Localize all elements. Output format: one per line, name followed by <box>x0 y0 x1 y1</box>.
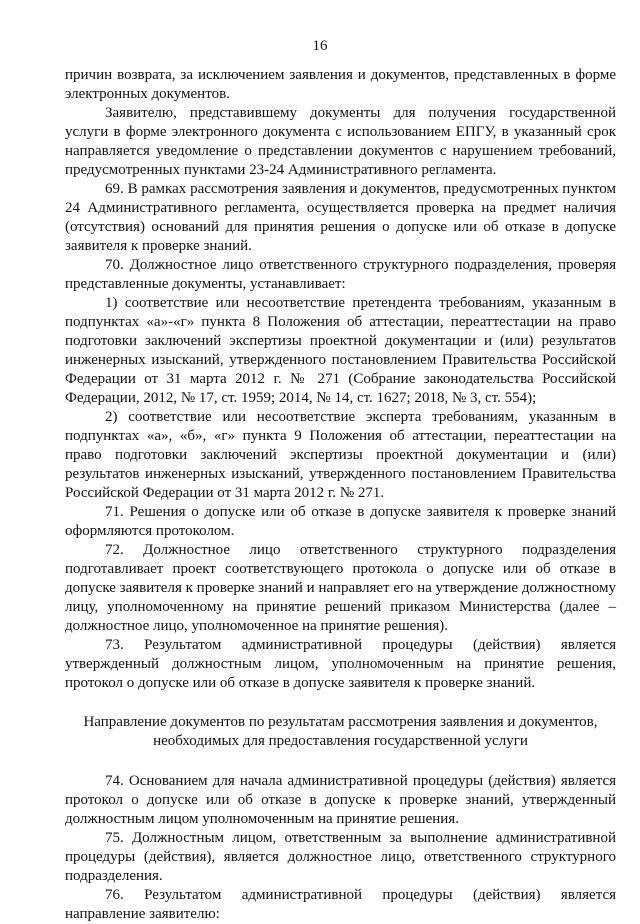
document-body <box>65 66 616 924</box>
page-number: 16 <box>312 38 328 54</box>
paragraph: причин возврата, за исключением заявления и документов, представленных в форме электронных документов. <box>65 67 616 102</box>
paragraphs-before-heading <box>65 66 616 693</box>
paragraph: 1) соответствие или несоответствие претендента требованиям, указанным в подпунктах «а»-«г» пункта 8 Положения об аттестации, переаттестации на право подготовки заключений экспертизы проектной документации и (или) результатов инженерных изысканий, утвержденного постановлением Правительства Российской Федерации от 31 марта 2012 г. № 271 (Собрание законодательства Российской Федерации, 2012, № 17, ст. 1959; 2014, № 14, ст. 1627; 2018, № 3, ст. 554); <box>65 295 616 406</box>
paragraph: 76. Результатом административной процедуры (действия) является направление заявителю: <box>65 887 616 922</box>
paragraphs-after-heading <box>65 772 616 924</box>
paragraph: 73. Результатом административной процедуры (действия) является утвержденный должностным лицом, уполномоченным на принятие решения, протокол о допуске или об отказе в допуске заявителя к проверке знаний. <box>65 637 616 691</box>
paragraph: 74. Основанием для начала административной процедуры (действия) является протокол о допуске или об отказе в допуске к проверке знаний, утвержденный должностным лицом уполномоченным на принятие решения. <box>65 773 616 827</box>
paragraph: 2) соответствие или несоответствие эксперта требованиям, указанным в подпунктах «а», «б», «г» пункта 9 Положения об аттестации, переаттестации на право подготовки заключений экспертизы проектной документации и (или) результатов инженерных изысканий, утвержденного постановлением Правительства Российской Федерации от 31 марта 2012 г. № 271. <box>65 409 616 501</box>
paragraph: 70. Должностное лицо ответственного структурного подразделения, проверяя представленные документы, устанавливает: <box>65 257 616 292</box>
paragraph: 69. В рамках рассмотрения заявления и документов, предусмотренных пунктом 24 Административного регламента, осуществляется проверка на предмет наличия (отсутствия) оснований для принятия решения о допуске или об отказе в допуске заявителя к проверке знаний. <box>65 181 616 254</box>
paragraph: 75. Должностным лицом, ответственным за выполнение административной процедуры (действия), является должностное лицо, ответственного структурного подразделения. <box>65 830 616 884</box>
section-heading: Направление документов по результатам рассмотрения заявления и документов, необходимых для предоставления государственной услуги <box>83 714 598 749</box>
paragraph: 72. Должностное лицо ответственного структурного подразделения подготавливает проект соответствующего протокола о допуске или об отказе в допуске заявителя к проверке знаний и направляет его на утверждение должностному лицу, уполномоченному на принятие решений приказом Министерства (далее – должностное лицо, уполномоченное на принятие решения). <box>65 542 616 634</box>
paragraph: 71. Решения о допуске или об отказе в допуске заявителя к проверке знаний оформляются протоколом. <box>65 504 616 539</box>
paragraph: Заявителю, представившему документы для получения государственной услуги в форме электронного документа с использованием ЕПГУ, в указанный срок направляется уведомление о представлении документов с нарушением требований, предусмотренных пунктами 23-24 Административного регламента. <box>65 105 616 178</box>
